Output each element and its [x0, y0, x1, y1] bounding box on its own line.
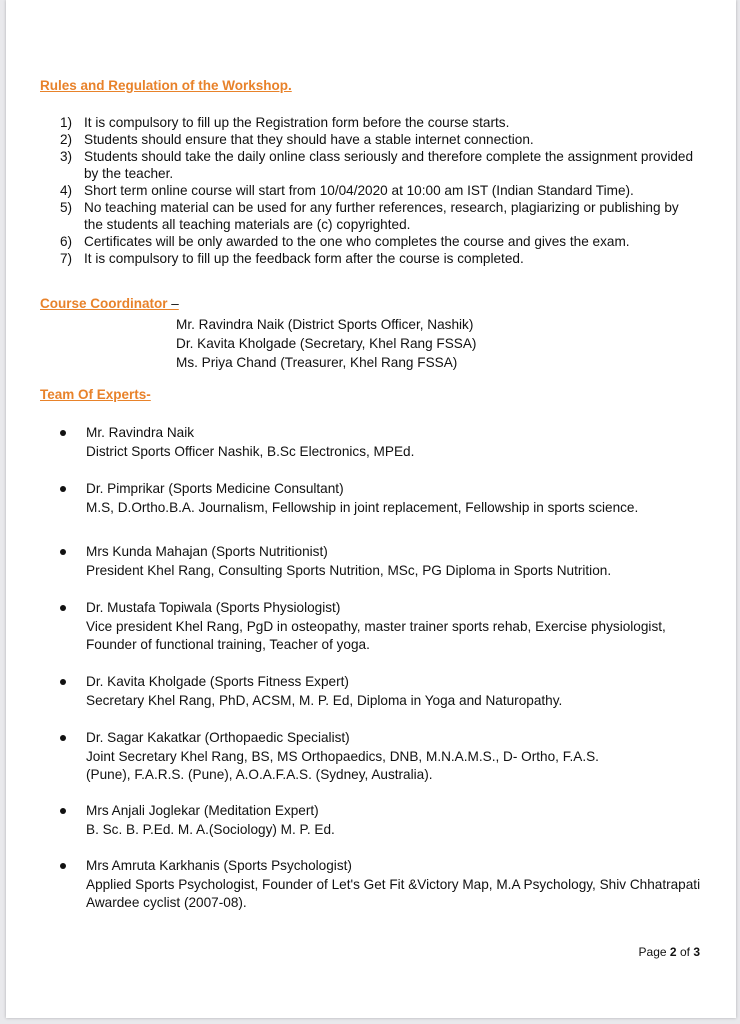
rule-text: No teaching material can be used for any further references, research, plagiarizing or publishing by the students all teaching materials are (c) copyrighted. — [84, 200, 679, 232]
rule-item: 2) Students should ensure that they should have a stable internet connection. — [60, 132, 534, 147]
expert-item — [86, 480, 706, 517]
bullet-icon — [60, 430, 66, 436]
bullet-icon — [60, 679, 66, 685]
rules-heading: Rules and Regulation of the Workshop. — [40, 78, 292, 93]
expert-name: Mrs Kunda Mahajan (Sports Nutritionist) — [86, 544, 328, 559]
bullet-icon — [60, 735, 66, 741]
expert-item — [86, 424, 706, 461]
rule-item: 5) No teaching material can be used for any further references, research, plagiarizing or publishing by the students all teaching materials are (c) copyrighted. — [60, 200, 679, 232]
rule-text: Certificates will be only awarded to the one who completes the course and gives the exam. — [84, 234, 630, 249]
expert-detail: Joint Secretary Khel Rang, BS, MS Orthopaedics, DNB, M.N.A.M.S., D- Ortho, F.A.S. (Pune), F.A.R.S. (Pune), A.O.A.F.A.S. (Sydney, Australia). — [86, 748, 599, 782]
expert-detail: B. Sc. B. P.Ed. M. A.(Sociology) M. P. Ed. — [86, 821, 335, 837]
bullet-icon — [60, 605, 66, 611]
expert-detail: President Khel Rang, Consulting Sports Nutrition, MSc, PG Diploma in Sports Nutrition. — [86, 562, 612, 578]
page-number: Page 2 of 3 — [638, 945, 700, 959]
expert-name: Dr. Sagar Kakatkar (Orthopaedic Specialist) — [86, 730, 350, 745]
rule-text: It is compulsory to fill up the Registration form before the course starts. — [84, 115, 510, 130]
expert-item — [86, 599, 706, 655]
rule-item: 3) Students should take the daily online class seriously and therefore complete the assignment provided by the teacher. — [60, 149, 694, 181]
expert-name: Dr. Pimprikar (Sports Medicine Consultant) — [86, 481, 344, 496]
rule-text: It is compulsory to fill up the feedback form after the course is completed. — [84, 251, 524, 266]
expert-detail: M.S, D.Ortho.B.A. Journalism, Fellowship in joint replacement, Fellowship in sports science. — [86, 499, 639, 515]
rule-text: Short term online course will start from 10/04/2020 at 10:00 am IST (Indian Standard Time). — [84, 183, 634, 198]
expert-detail: Applied Sports Psychologist, Founder of Let's Get Fit &Victory Map, M.A Psychology, Shiv Chhatrapati Awardee cyclist (2007-08). — [86, 876, 701, 910]
expert-item — [86, 729, 706, 785]
expert-detail: Secretary Khel Rang, PhD, ACSM, M. P. Ed, Diploma in Yoga and Naturopathy. — [86, 692, 563, 708]
bullet-icon — [60, 808, 66, 814]
document-page — [6, 0, 736, 1018]
expert-name: Mr. Ravindra Naik — [86, 425, 195, 440]
bullet-icon — [60, 863, 66, 869]
coordinator-name: Ms. Priya Chand (Treasurer, Khel Rang FSSA) — [176, 355, 458, 370]
expert-name: Mrs Anjali Joglekar (Meditation Expert) — [86, 803, 319, 818]
rule-item: 1) It is compulsory to fill up the Registration form before the course starts. — [60, 115, 510, 130]
rule-item: 4) Short term online course will start from 10/04/2020 at 10:00 am IST (Indian Standard Time). — [60, 183, 634, 198]
coordinator-name: Dr. Kavita Kholgade (Secretary, Khel Rang FSSA) — [176, 336, 477, 351]
coordinator-heading: Course Coordinator – — [40, 296, 179, 311]
coordinator-list — [176, 315, 476, 372]
expert-item — [86, 802, 706, 839]
rule-item: 7) It is compulsory to fill up the feedback form after the course is completed. — [60, 251, 524, 266]
rule-text: Students should take the daily online class seriously and therefore complete the assignment provided by the teacher. — [84, 149, 694, 181]
expert-name: Dr. Mustafa Topiwala (Sports Physiologist) — [86, 600, 341, 615]
rules-list — [40, 114, 700, 267]
bullet-icon — [60, 486, 66, 492]
expert-detail: Vice president Khel Rang, PgD in osteopathy, master trainer sports rehab, Exercise physiologist, Founder of functional training, Teacher of yoga. — [86, 618, 666, 652]
expert-detail: District Sports Officer Nashik, B.Sc Electronics, MPEd. — [86, 443, 415, 459]
expert-item — [86, 673, 706, 710]
bullet-icon — [60, 549, 66, 555]
rule-item: 6) Certificates will be only awarded to the one who completes the course and gives the exam. — [60, 234, 630, 249]
expert-name: Dr. Kavita Kholgade (Sports Fitness Expert) — [86, 674, 349, 689]
expert-item — [86, 543, 706, 580]
rule-text: Students should ensure that they should have a stable internet connection. — [84, 132, 534, 147]
expert-name: Mrs Amruta Karkhanis (Sports Psychologist) — [86, 858, 352, 873]
experts-heading: Team Of Experts- — [40, 387, 151, 402]
coordinator-name: Mr. Ravindra Naik (District Sports Officer, Nashik) — [176, 317, 474, 332]
expert-item — [86, 857, 706, 913]
